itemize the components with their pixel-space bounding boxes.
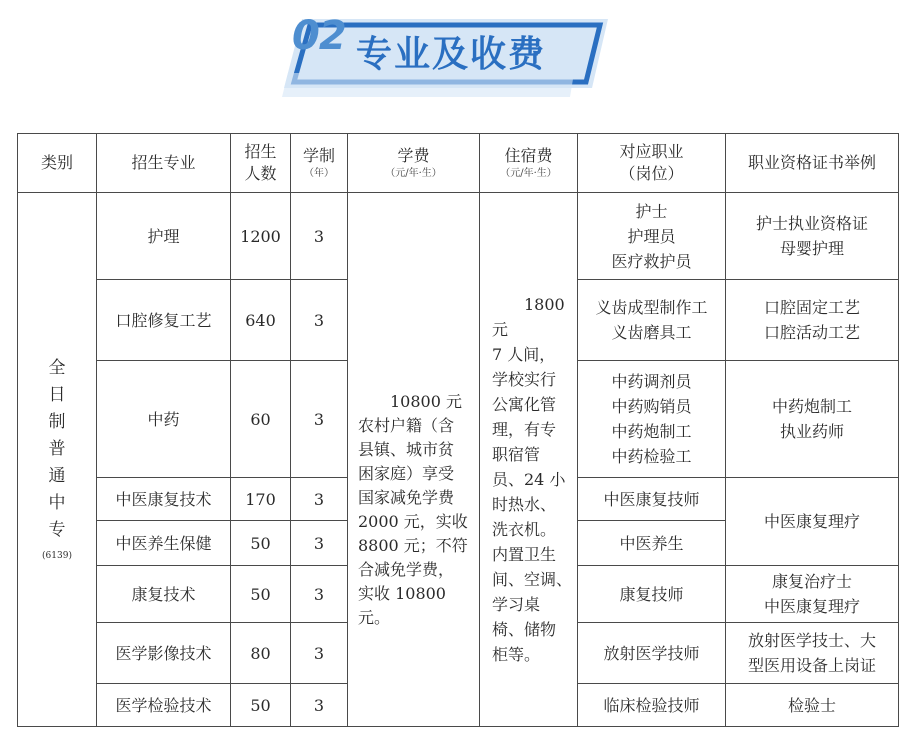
cert-item: 中医康复理疗 [763,597,860,616]
category-char: 全 [48,358,66,378]
category-char: 专 [48,520,66,540]
job-cell [578,361,726,478]
years-cell: 3 [291,623,348,684]
header-dorm [480,134,578,193]
job-item: 护理员 [627,226,676,246]
cert-item: 中药炮制工 [771,397,852,416]
header-dorm-unit: （元/年·生） [500,168,557,179]
header-job-l1: 对应职业 [619,142,684,161]
job-item: 义齿磨具工 [611,323,692,342]
major-cell: 医学检验技术 [97,684,231,727]
cert-cell [726,623,899,684]
header-tuition-label: 学费 [397,146,430,165]
dorm-line: 内置卫生 [492,545,557,564]
major-cell: 护理 [97,193,231,280]
major-cell: 中医养生保健 [97,521,231,566]
job-item: 中药调剂员 [611,372,692,391]
category-char: 通 [48,466,66,486]
years-cell: 3 [291,566,348,623]
dorm-line: 公寓化管 [492,395,557,414]
category-cell [18,193,97,727]
years-cell: 3 [291,193,348,280]
header-row [18,134,899,193]
major-cell: 医学影像技术 [97,623,231,684]
job-item: 中药炮制工 [611,422,692,441]
job-item: 医疗救护员 [611,251,692,271]
category-code: (6139) [42,551,72,561]
years-cell: 3 [291,684,348,727]
section-title: 专业及收费 [356,34,547,75]
header-job-l2: （岗位） [619,164,684,183]
dorm-line: 间、空调、 [492,570,573,589]
cert-item: 护士执业资格证 [755,214,868,233]
header-dorm-label: 住宿费 [504,146,553,165]
cert-cell: 检验士 [726,684,899,727]
dorm-line: 职宿管 [492,445,541,464]
job-cell [578,280,726,361]
header-job [578,134,726,193]
header-cert: 职业资格证书举例 [726,134,899,193]
category-char: 普 [48,439,66,459]
tuition-line: 2000 元，实收 [358,511,468,531]
years-cell: 3 [291,478,348,521]
count-cell: 60 [231,361,291,478]
tuition-line: 县镇、城市贫 [358,439,455,459]
count-cell: 80 [231,623,291,684]
header-enrollment-l2: 人数 [244,164,277,183]
table-row [18,193,899,280]
tuition-cell [348,193,480,727]
dorm-line: 7 人间， [492,345,556,364]
header-duration [291,134,348,193]
tuition-line: 合减免学费， [358,559,455,579]
count-cell: 1200 [231,193,291,280]
job-item: 中药检验工 [611,447,692,466]
dorm-line: 柜等。 [492,645,541,664]
job-cell [578,193,726,280]
header-category: 类别 [18,134,97,193]
majors-fees-table [17,133,899,727]
dorm-line: 员、24 小 [492,470,566,489]
header-duration-label: 学制 [302,146,335,165]
dorm-line: 洗衣机。 [492,520,557,539]
cert-item: 型医用设备上岗证 [747,656,876,675]
cert-item: 口腔固定工艺 [763,298,860,317]
cert-item: 口腔活动工艺 [763,323,860,342]
job-item: 护士 [635,201,668,221]
category-char: 中 [48,493,66,513]
major-cell: 中医康复技术 [97,478,231,521]
tuition-line: 实收 10800 [358,583,446,603]
section-number: 02 [292,13,346,59]
cert-item: 放射医学技士、大 [747,631,876,650]
cert-cell [726,193,899,280]
years-cell: 3 [291,361,348,478]
major-cell: 康复技术 [97,566,231,623]
dorm-line: 椅、储物 [492,620,557,639]
cert-cell [726,361,899,478]
dorm-line: 1800 元 [492,295,565,339]
count-cell: 50 [231,566,291,623]
job-item: 义齿成型制作工 [595,298,708,317]
count-cell: 170 [231,478,291,521]
cert-cell [726,280,899,361]
job-cell: 放射医学技师 [578,623,726,684]
dorm-line: 学习桌 [492,595,541,614]
dorm-line: 时热水、 [492,495,557,514]
header-enrollment [231,134,291,193]
category-char: 日 [48,385,66,405]
tuition-line: 国家减免学费 [358,487,455,507]
dorm-line: 学校实行 [492,370,557,389]
tuition-line: 10800 元 [390,391,462,411]
count-cell: 50 [231,684,291,727]
tuition-line: 8800 元；不符 [358,535,468,555]
job-cell: 康复技师 [578,566,726,623]
cert-cell: 中医康复理疗 [726,478,899,566]
cert-item: 执业药师 [779,422,844,441]
dorm-line: 理，有专 [492,420,557,439]
header-enrollment-l1: 招生 [244,142,277,161]
header-duration-unit: （年） [304,168,334,179]
job-cell: 临床检验技师 [578,684,726,727]
count-cell: 640 [231,280,291,361]
job-cell: 中医养生 [578,521,726,566]
cert-item: 母婴护理 [779,239,844,258]
tuition-line: 元。 [358,607,391,627]
major-cell: 中药 [97,361,231,478]
category-char: 制 [48,412,66,432]
tuition-line: 困家庭）享受 [358,463,455,483]
job-item: 中药购销员 [611,397,692,416]
years-cell: 3 [291,521,348,566]
tuition-line: 农村户籍（含 [358,415,455,435]
header-tuition-unit: （元/年·生） [385,168,442,179]
years-cell: 3 [291,280,348,361]
header-major: 招生专业 [97,134,231,193]
major-cell: 口腔修复工艺 [97,280,231,361]
dorm-cell [480,193,578,727]
header-tuition [348,134,480,193]
cert-cell [726,566,899,623]
job-cell: 中医康复技师 [578,478,726,521]
cert-item: 康复治疗士 [771,572,852,591]
count-cell: 50 [231,521,291,566]
